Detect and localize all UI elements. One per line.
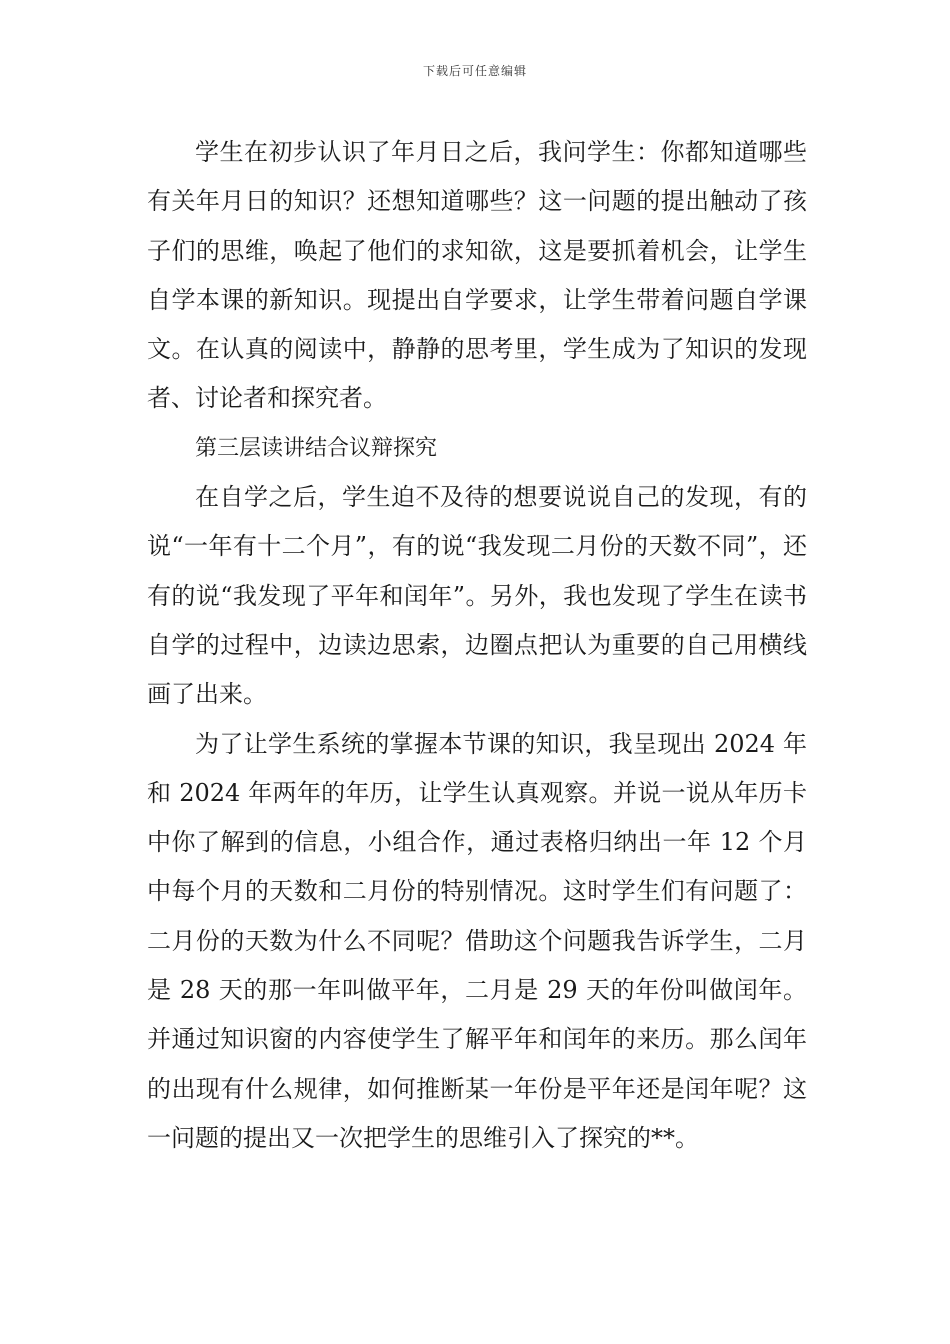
page-header: 下载后可任意编辑 xyxy=(422,64,527,78)
document-body xyxy=(147,128,807,1163)
paragraph-self-study: 学生在初步认识了年月日之后，我问学生：你都知道哪些有关年月日的知识？还想知道哪些？这一问题的提出触动了孩子们的思维，唤起了他们的求知欲，这是要抓着机会，让学生自学本课的新知识。现提出自学要求，让学生带着问题自学课文。在认真的阅读中，静静的思考里，学生成为了知识的发现者、讨论者和探究者。 xyxy=(147,138,807,413)
paragraph-discovery: 在自学之后，学生迫不及待的想要说说自己的发现，有的说“一年有十二个月”，有的说“我发现二月份的天数不同”，还有的说“我发现了平年和闰年”。另外，我也发现了学生在读书自学的过程中，边读边思索，边圈点把认为重要的自己用横线画了出来。 xyxy=(147,483,807,709)
paragraph-calendar: 为了让学生系统的掌握本节课的知识，我呈现出 2024 年和 2024 年两年的年历，让学生认真观察。并说一说从年历卡中你了解到的信息，小组合作，通过表格归纳出一年 12 个月中每个月的天数和二月份的特别情况。这时学生们有问题了：二月份的天数为什么不同呢？借助这个问题我告诉学生，二月是 28 天的那一年叫做平年，二月是 29 天的年份叫做闰年。并通过知识窗的内容使学生了解平年和闰年的来历。那么闰年的出现有什么规律，如何推断某一年份是平年还是闰年呢？这一问题的提出又一次把学生的思维引入了探究的**。 xyxy=(147,729,807,1152)
section-heading: 第三层读讲结合议辩探究 xyxy=(195,435,438,461)
